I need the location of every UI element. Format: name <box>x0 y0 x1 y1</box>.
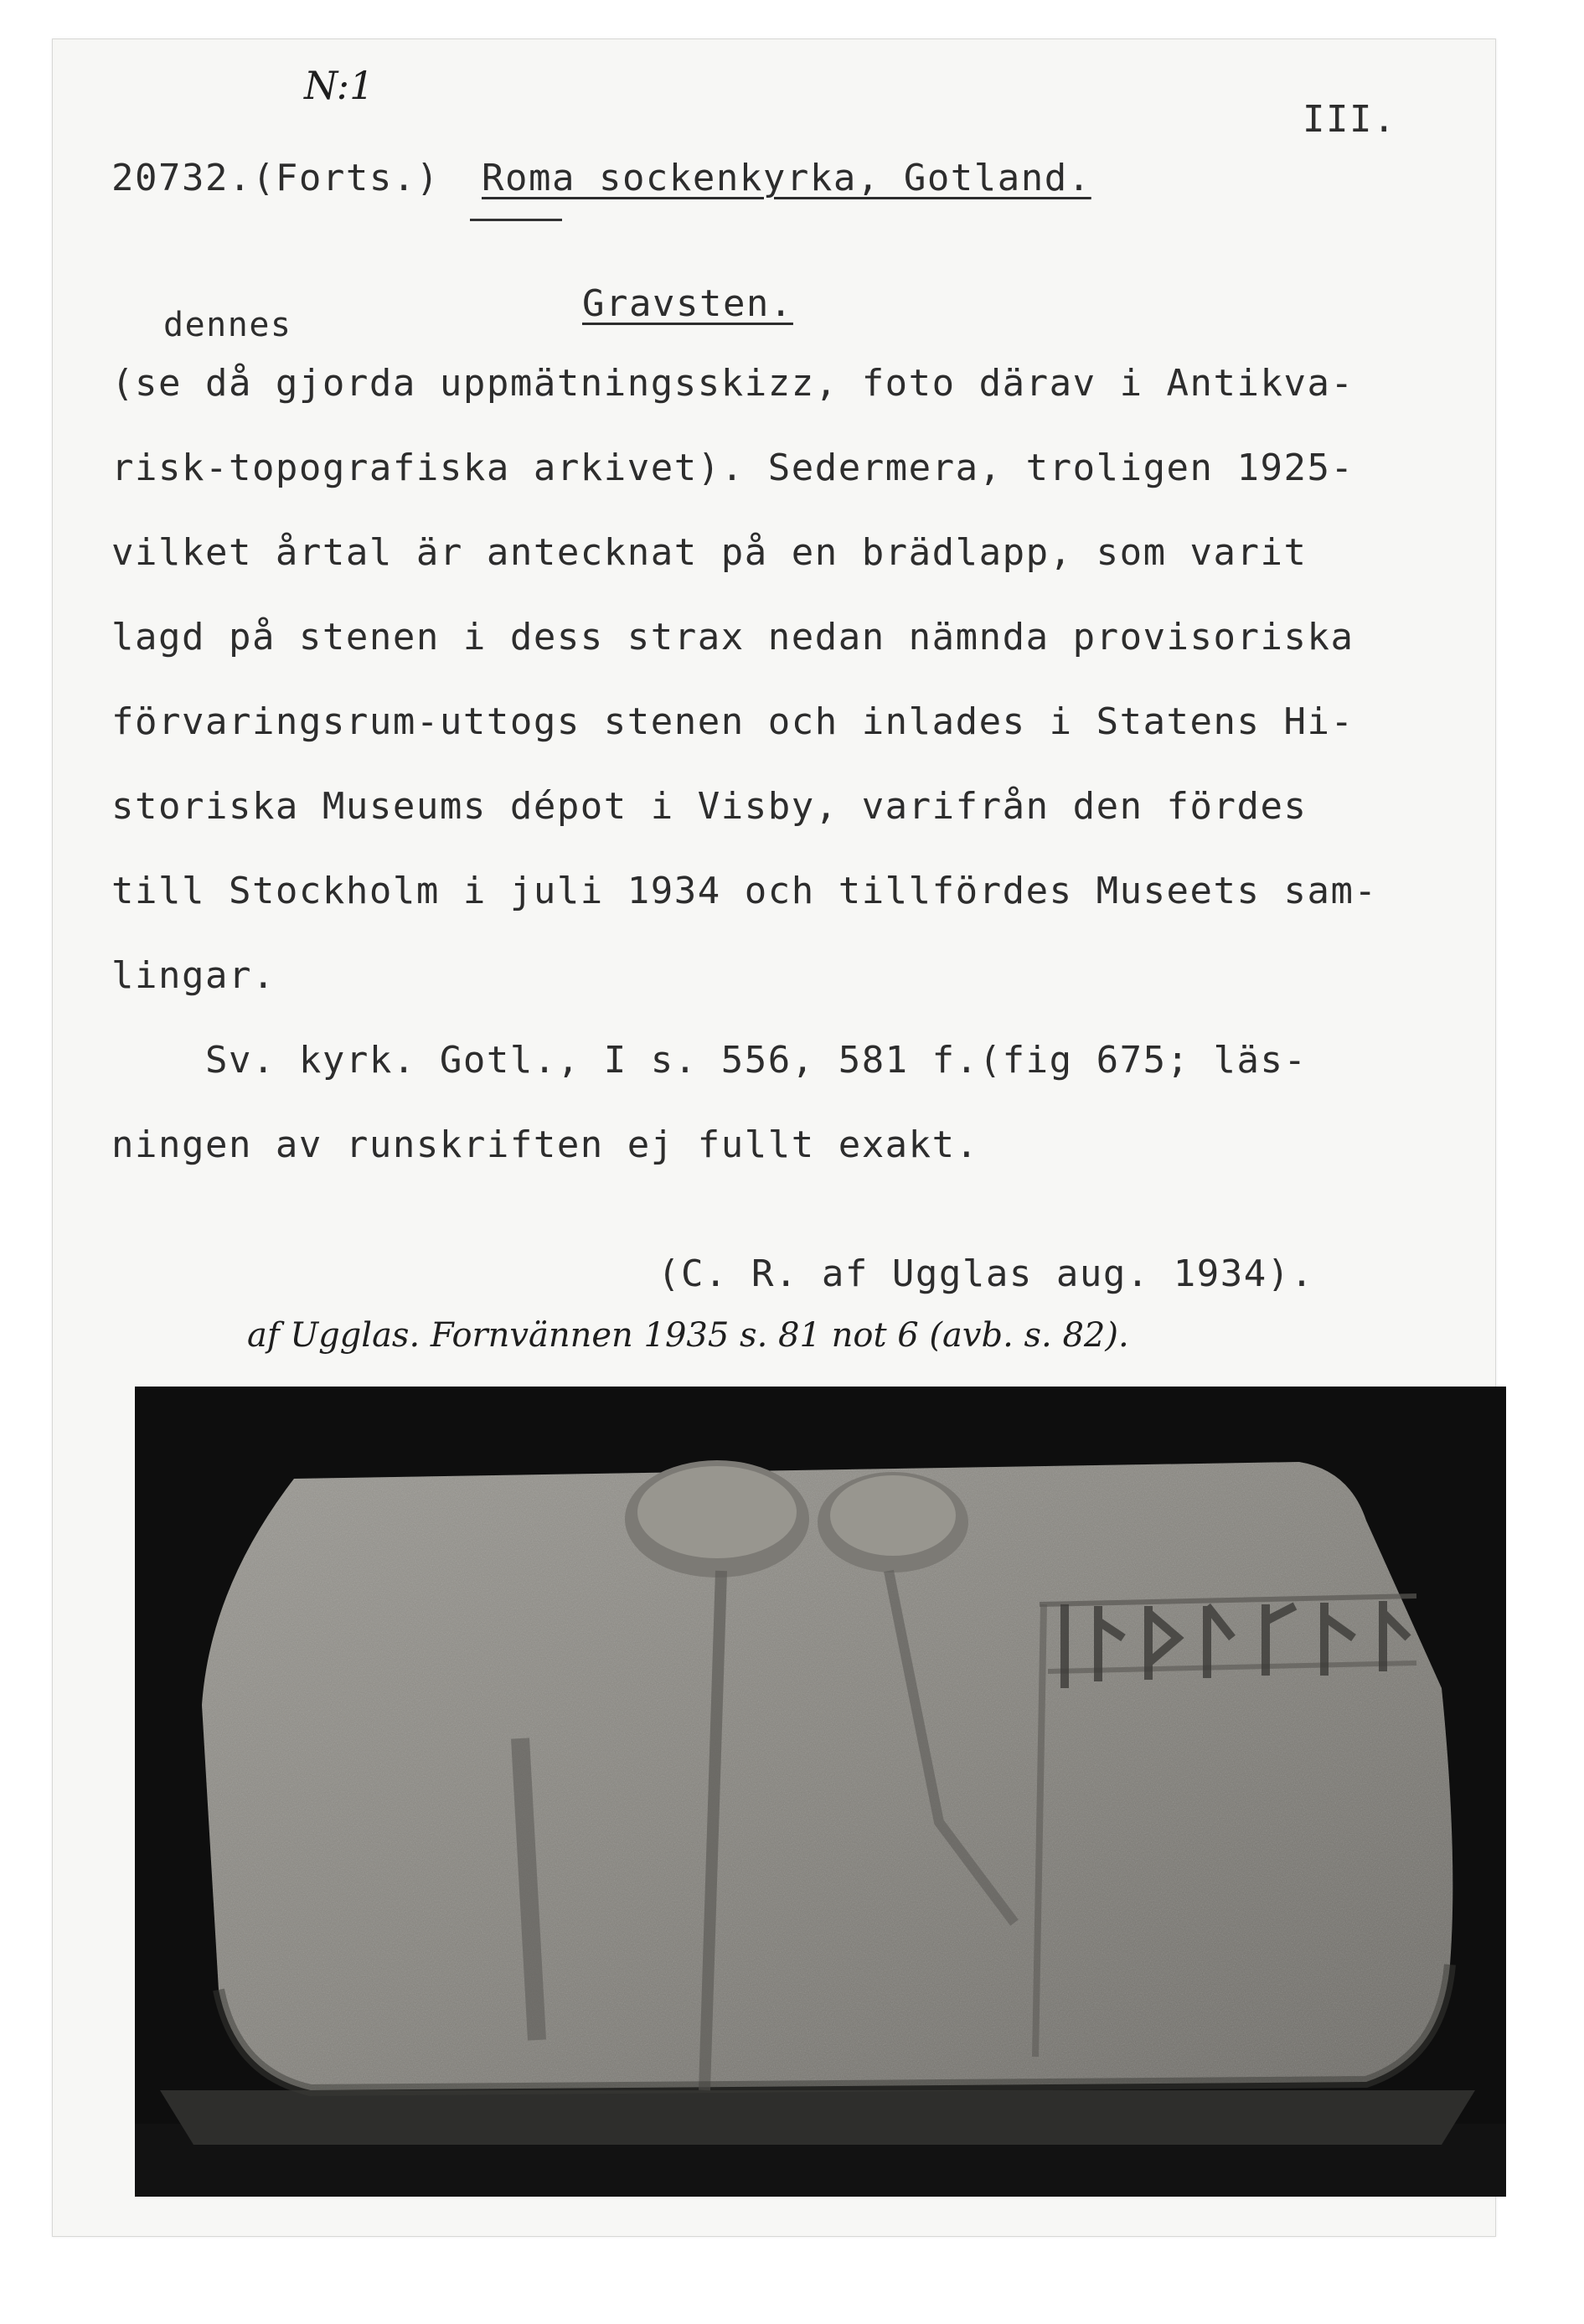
body-line: förvaringsrum-uttogs stenen och inlades i Statens Hi- <box>111 700 1354 743</box>
card-body <box>111 341 1485 1187</box>
card-number: N:1 <box>304 63 374 108</box>
body-line: lingar. <box>111 954 276 997</box>
header-rule <box>470 219 562 221</box>
signature-line: (C. R. af Ugglas aug. 1934). <box>658 1252 1314 1295</box>
body-line: storiska Museums dépot i Visby, varifrån den fördes <box>111 785 1308 828</box>
body-line: ningen av runskriften ej fullt exakt. <box>111 1123 979 1166</box>
body-line: risk-topografiska arkivet). Sedermera, troligen 1925- <box>111 447 1354 489</box>
body-line: (se då gjorda uppmätningsskizz, foto därav i Antikva- <box>111 362 1354 405</box>
header-place: Roma sockenkyrka, Gotland. <box>482 157 1091 199</box>
body-line: vilket årtal är antecknat på en brädlapp, som varit <box>111 531 1308 574</box>
handwritten-reference-note: af Ugglas. Fornvännen 1935 s. 81 not 6 (avb. s. 82). <box>247 1316 1129 1355</box>
archive-card <box>52 39 1496 2237</box>
page-number: III. <box>1303 98 1396 141</box>
gravestone-image <box>135 1387 1506 2197</box>
header-reference: 20732.(Forts.) <box>111 157 440 199</box>
section-title: Gravsten. <box>582 282 793 325</box>
insertion-word: dennes <box>163 306 292 344</box>
body-line: Sv. kyrk. Gotl., I s. 556, 581 f.(fig 675; läs- <box>111 1039 1308 1082</box>
body-line: till Stockholm i juli 1934 och tillfördes Museets sam- <box>111 870 1378 912</box>
gravestone-photo <box>135 1387 1506 2197</box>
body-line: lagd på stenen i dess strax nedan nämnda provisoriska <box>111 616 1354 658</box>
